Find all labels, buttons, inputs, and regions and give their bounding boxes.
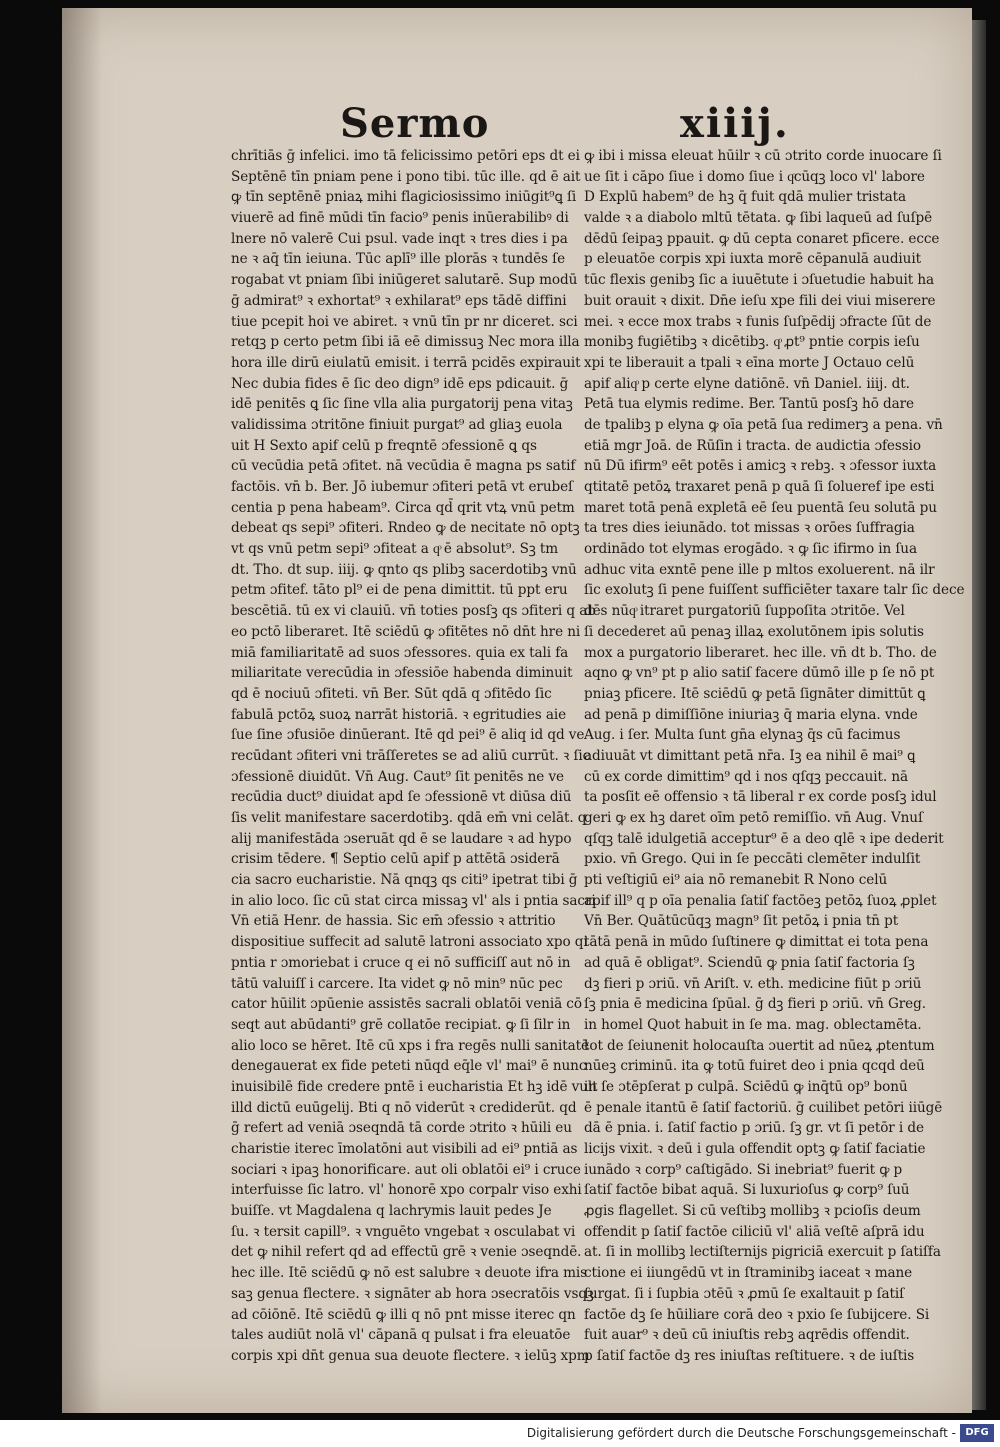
text-line: denegauerat ex fide peteti nūqd eq̄le vl' mai⁹ ē nunc <box>231 1058 587 1075</box>
text-line: apif ill⁹ q p oīa penalia ſatiſ factōeꝫ petōꝝ ſuoꝝ ꝓplet <box>584 892 937 909</box>
text-line: maret totā penā expletā eē ſeu puentā ſeu solutā pu <box>584 499 937 516</box>
text-line: Nec dubia fides ē ſic deo dign⁹ idē eps pdicauit. ḡ <box>231 375 569 392</box>
running-title: Sermo <box>340 100 490 147</box>
dfg-logo: DFG <box>960 1424 994 1442</box>
text-line: fuit auar⁹ ꝛ deū cū iniuſtis rebꝫ aqrēdis offendit. <box>584 1327 910 1344</box>
text-line: ſatiſ factōe bibat aquā. Si luxurioſus ꝙ corp⁹ ſuū <box>584 1182 910 1199</box>
text-line: qſqꝫ talē idulgetiā acceptur⁹ ē a deo qlē ꝛ ipe dederit <box>584 830 944 847</box>
text-line: pti veſtigiū ei⁹ aia nō remanebit R Nono celū <box>584 872 888 889</box>
text-line: licijs vixit. ꝛ deū i gula offendit optꝫ ꝙ ſatiſ faciatie <box>584 1141 926 1157</box>
text-line: tiue pcepit hoi ve abiret. ꝛ vnū tīn pr nr diceret. sci <box>231 313 578 330</box>
text-line: fabulā pctōꝝ suoꝝ narrāt historiā. ꝛ egritudies aie <box>231 706 567 723</box>
text-column-right <box>584 146 965 1367</box>
text-line: adhuc vita exntē pene ille p mltos exoluerent. nā ilr <box>584 561 935 578</box>
text-line: recūdant ɔfiteri vni trāſſeretes se ad aliū currūt. ꝛ ſic <box>231 747 591 764</box>
text-line: ordinādo tot elymas erogādo. ꝛ ꝙ ſic ifirmo in ſua <box>584 541 917 558</box>
text-line: rogabat vt pniam ſibi iniūgeret salutarē. Sup modū <box>231 272 578 289</box>
folio-number: xiiij. <box>680 100 790 147</box>
text-line: vt qs vnū petm sepi⁹ ɔfiteat a qͦ ē absolut⁹. Sꝫ tm <box>231 541 559 558</box>
text-line: ſu. ꝛ tersit capill⁹. ꝛ vnguēto vngebat ꝛ osculabat vi <box>231 1223 576 1240</box>
text-line: cū vecūdia petā ɔfitet. nā vecūdia ē magna ps satif <box>231 458 576 475</box>
text-line: ꝙ ibi i missa eleuat hūilr ꝛ cū ɔtrito corde inuocare ſi <box>584 148 942 164</box>
text-line: ta tres dies ieiunādo. tot missas ꝛ orōes ſuffragia <box>584 520 915 537</box>
text-line: nūeꝫ criminū. ita ꝙ totū fuiret deo i pnia qcqd deū <box>584 1058 925 1075</box>
text-line: centia p pena habeam⁹. Circa qd̄ qrit vtꝝ vnū petm <box>231 499 575 516</box>
text-line: ē penale itantū ē ſatiſ factoriū. ḡ cuilibet petōri iiūgē <box>584 1099 943 1116</box>
text-line: cū ex corde dimittim⁹ qd i nos qſqꝫ peccauit. nā <box>584 768 908 785</box>
text-line: tātā penā in mūdo ſuſtinere ꝙ dimittat ei tota pena <box>584 934 929 951</box>
text-line: ꝓgis flagellet. Si cū veſtibꝫ mollibꝫ ꝛ pcioſis deum <box>584 1203 921 1220</box>
text-line: factōis. vn̄ b. Ber. Jō iubemur ɔfiteri petā vt erubeſ <box>231 479 573 495</box>
text-line: de tpalibꝫ p elyna ꝙ oīa petā ſua redimerꝫ a pena. vn̄ <box>584 416 943 433</box>
text-line: valde ꝛ a diabolo mltū tētata. ꝙ ſibi laqueū ad ſuſpē <box>584 210 933 227</box>
text-line: sociari ꝛ ipaꝫ honorificare. aut oli oblatōi ei⁹ i cruce <box>231 1161 581 1178</box>
text-line: qd ē nociuū ɔfiteti. vn̄ Ber. Sūt qdā q ɔfitēdo ſic <box>231 685 552 702</box>
text-line: lnere nō valerē Cui psul. vade inqt ꝛ tres dies i pa <box>231 230 568 247</box>
text-line: ſꝫ pnia ē medicina ſpūal. ḡ dꝫ fieri p ɔriū. vn̄ Greg. <box>584 996 926 1013</box>
text-line: ḡ refert ad veniā ɔseqndā tā corde ɔtrito ꝛ hūili eu <box>231 1120 572 1137</box>
text-line: bescētiā. tū ex vi clauiū. vn̄ toties posſꝫ qs ɔfiteri q ab <box>231 603 596 620</box>
text-line: recūdia duct⁹ diuidat apd ſe ɔfessionē vt diūsa diū <box>231 789 572 806</box>
text-line: ſic exolutꝫ ſi pene fuiſſent sufficiēter taxare talr ſic dece <box>584 582 965 599</box>
text-line: cia sacro eucharistie. Nā qnqꝫ qs citi⁹ ipetrat tibi ḡ <box>231 872 578 889</box>
text-line: pniaꝫ pficere. Itē sciēdū ꝙ petā ſignāter dimittūt ꝗ <box>584 685 926 702</box>
funding-credit: Digitalisierung gefördert durch die Deutsche Forschungsgemeinschaft - <box>526 1426 956 1440</box>
text-line: tātū valuiſſ i carcere. Ita videt ꝙ nō min⁹ nūc pec <box>231 975 563 992</box>
text-line: alij manifestāda ɔseruāt qd ē se laudare ꝛ ad hypo <box>231 830 572 847</box>
text-line: ſi decederet aū penaꝫ illaꝝ exolutōnem ipis solutis <box>584 623 924 640</box>
text-line: ctione ei iiungēdū vt in ſtraminibꝫ iaceat ꝛ mane <box>584 1265 913 1282</box>
text-line: mox a purgatorio liberaret. hec ille. vn̄ dt b. Tho. de <box>584 644 937 661</box>
text-line: ad quā ē obligat⁹. Sciendū ꝙ pnia ſatiſ factoria ſꝫ <box>584 954 915 971</box>
text-line: in alio loco. ſic cū stat circa missaꝫ vl' als i pntia sacri <box>231 892 596 909</box>
text-line: Septēnē tīn pniam pene i pono tibi. tūc ille. qd ē ait <box>231 168 581 185</box>
text-line: xpi te liberauit a tpali ꝛ eīna morte J Octauo celū <box>584 354 915 371</box>
text-line: nū Dū ifirm⁹ eēt potēs i amicꝫ ꝛ rebꝫ. ꝛ ɔfessor iuxta <box>584 458 937 475</box>
text-line: buit orauit ꝛ dixit. Dn̄e ieſu xpe fili dei viui miserere <box>584 292 936 309</box>
text-line: interfuisse ſic latro. vl' honorē xpo corpalr viso exhi <box>231 1182 582 1199</box>
text-line: D Explū habem⁹ de hꝫ q̄ fuit qdā mulier tristata <box>584 189 906 206</box>
text-line: aqno ꝙ vn⁹ pt p alio satiſ facere dūmō ille p ſe nō pt <box>584 665 935 682</box>
text-line: dā ē pnia. i. ſatiſ factio p ɔriū. ſꝫ gr. vt ſi petōr i de <box>584 1120 924 1137</box>
text-line: iunādo ꝛ corp⁹ caſtigādo. Si inebriat⁹ fuerit ꝙ p <box>584 1161 903 1178</box>
text-line: geri ꝙ ex hꝫ daret oīm petō remiſſio. vn̄ Aug. Vnuſ <box>584 810 923 826</box>
text-line: debeat qs sepi⁹ ɔfiteri. Rndeo ꝙ de necitate nō optꝫ <box>231 520 580 537</box>
text-line: dispositiue suffecit ad salutē latroni associato xpo qi <box>231 934 588 951</box>
text-line: ad cōiōnē. Itē sciēdū ꝙ illi q nō pnt misse iterec qn <box>231 1306 576 1323</box>
text-line: qtitatē petōꝝ traxaret penā p quā ſi ſolueref ipe esti <box>584 479 935 495</box>
text-line: idē penitēs ꝗ ſic ſine vlla alia purgatorij pena vitaꝫ <box>231 396 573 413</box>
text-line: validissima ɔtritōne finiuit purgat⁹ ad gliaꝫ euola <box>231 416 563 433</box>
text-line: seqt aut abūdanti⁹ grē collatōe recipiat. ꝙ ſi ſilr in <box>231 1016 571 1033</box>
text-line: dꝫ fieri p ɔriū. vn̄ Ariſt. v. eth. medicine fiūt p ɔriū <box>584 975 922 992</box>
text-line: dēdū ſeipaꝫ ppauit. ꝙ dū cepta conaret pficere. ecce <box>584 230 940 247</box>
text-line: ꝙ tīn septēnē pniaꝝ mihi flagiciosissimo iniūgit⁹ꝗ ſi <box>231 189 577 206</box>
text-line: ſis velit manifestare sacerdotibꝫ. qdā em̄ vni celāt. q <box>231 810 587 826</box>
text-line: hec ille. Itē sciēdū ꝙ nō est salubre ꝛ deuote ifra mis <box>231 1265 588 1282</box>
text-line: inuisibilē fide credere pntē i eucharistia Et hꝫ idē vult <box>231 1078 598 1095</box>
text-line: monibꝫ fugiētibꝫ ꝛ dicētibꝫ. qͦ ꝓt⁹ pntie corpis ieſu <box>584 334 920 351</box>
text-line: adiuuāt vt dimittant petā nr̄a. Iꝫ ea nihil ē mai⁹ ꝗ <box>584 747 916 764</box>
text-line: charistie iterec īmolatōni aut visibili ad ei⁹ pntiā as <box>231 1141 578 1157</box>
text-line: Vn̄ etiā Henr. de hassia. Sic em̄ ɔfessio ꝛ attritio <box>231 913 556 930</box>
text-line: miā familiaritatē ad suos ɔfessores. quia ex tali fa <box>231 644 569 661</box>
text-line: in homel Quot habuit in ſe ma. mag. oblectamēta. <box>584 1016 922 1033</box>
text-line: pxio. vn̄ Grego. Qui in ſe peccāti clemēter indulſit <box>584 851 921 868</box>
text-line: saꝫ genua flectere. ꝛ signāter ab hora ɔsecratōis vsqꝫ <box>231 1285 594 1302</box>
text-line: offendit p ſatiſ factōe ciliciū vl' aliā veſtē aſprā idu <box>584 1223 925 1240</box>
text-line: ue ſit i cāpo ſiue i domo ſiue i qͦcūqꝫ loco vl' labore <box>584 168 925 185</box>
page-gutter-shadow <box>62 8 102 1413</box>
page-edge <box>972 20 986 1410</box>
text-line: ſue ſine ɔfusiōe dinūerant. Itē qd pei⁹ ē aliq id qd ve <box>231 727 585 744</box>
text-line: viuerē ad finē mūdi tīn facio⁹ penis inūerabilibꝰ di <box>231 210 569 227</box>
text-line: dt. Tho. dt sup. iiij. ꝙ qnto qs plibꝫ sacerdotibꝫ vnū <box>231 561 577 578</box>
text-line: tales audiūt nolā vl' cāpanā q pulsat i fra eleuatōe <box>231 1327 571 1344</box>
text-line: chrītiās ḡ infelici. imo tā felicissimo petōri eps dt ei <box>231 148 580 164</box>
text-line: ad penā p dimiſſiōne iniuriaꝫ q̄ maria elyna. vnde <box>584 706 918 723</box>
footer-bar <box>0 1420 1000 1447</box>
text-line: tūc flexis genibꝫ ſic a iuuētute i ɔſuetudie habuit ha <box>584 272 935 289</box>
text-line: eo pctō liberaret. Itē sciēdū ꝙ ɔfitētes nō dn̄t hre ni <box>231 623 581 640</box>
text-line: Petā tua elymis redime. Ber. Tantū posſꝫ hō dare <box>584 396 914 413</box>
text-line: factōe dꝫ ſe hūiliare corā deo ꝛ pxio ſe ſubijcere. Si <box>584 1306 930 1323</box>
text-line: illd dictū euūgelij. Bti q nō viderūt ꝛ crediderūt. qd <box>231 1099 577 1116</box>
text-line: apif aliqͦ p certe elyne datiōnē. vn̄ Daniel. iiij. dt. <box>584 375 910 392</box>
text-line: Aug. i ſer. Multa ſunt gn̄a elynaꝫ q̄s cū facimus <box>584 727 901 744</box>
text-line: etiā mgr Joā. de Rūſin i tracta. de audictia ɔfessio <box>584 437 921 454</box>
text-line: pntia r ɔmoriebat i cruce q ei nō sufficiſſ aut nō in <box>231 954 571 971</box>
text-line: cator hūilit ɔpūenie assistēs sacrali oblatōi veniā cō <box>231 996 582 1013</box>
text-line: tot de ſeiunenit holocauſta ɔuertit ad nūeꝝ ꝓtentum <box>584 1037 935 1054</box>
text-line: crisim tēdere. ¶ Septio celū apif p attētā ɔsiderā <box>231 851 560 868</box>
text-line: buiſſe. vt Magdalena q lachrymis lauit pedes Je <box>231 1203 552 1220</box>
text-line: in ſe ɔtēpſerat p culpā. Sciēdū ꝙ inq̄tū op⁹ bonū <box>584 1078 908 1095</box>
text-line: hora ille dirū eiulatū emisit. i terrā pcidēs expirauit <box>231 354 581 371</box>
text-line: ne ꝛ aq̄ tīn ieiuna. Tūc aplī⁹ ille plorās ꝛ tundēs ſe <box>231 251 566 268</box>
text-line: ſurgat. ſi i ſupbia ɔtēū ꝛ ꝓmū ſe exaltauit p ſatiſ <box>584 1285 905 1302</box>
text-line: ta posſit eē offensio ꝛ tā liberal r ex corde posſꝫ idul <box>584 789 937 806</box>
text-line: ɔfessionē diuidūt. Vn̄ Aug. Caut⁹ ſit penitēs ne ve <box>231 768 564 785</box>
text-line: det ꝙ nihil refert qd ad effectū grē ꝛ venie ɔseqndē. <box>231 1244 582 1261</box>
text-line: miliaritate verecūdia in ɔfessiōe habenda diminuit <box>231 665 573 682</box>
text-line: alio loco se hēret. Itē cū xps i fra regēs nulli sanitatē <box>231 1037 589 1054</box>
text-line: p eleuatōe corpis xpi iuxta morē cēpanulā audiuit <box>584 251 921 268</box>
text-line: ḡ admirat⁹ ꝛ exhortat⁹ ꝛ exhilarat⁹ eps tādē diffini <box>231 292 567 309</box>
text-line: corpis xpi dn̄t genua sua deuote flectere. ꝛ ielūꝫ xpm <box>231 1347 590 1364</box>
text-line: uit H Sexto apif celū p freqntē ɔfessionē ꝗ qs <box>231 437 537 454</box>
text-line: Vn̄ Ber. Quātūcūqꝫ magn⁹ ſit petōꝝ i pnia tn̄ pt <box>584 913 899 930</box>
text-line: retqꝫ p certo petm ſibi iā eē dimissuꝫ Nec mora illa <box>231 334 580 351</box>
text-column-left <box>231 146 598 1367</box>
text-line: at. ſi in mollibꝫ lectiſternijs pigriciā exercuit p ſatiſfa <box>584 1244 941 1261</box>
text-line: dēs nūqͦ itraret purgatoriū ſuppoſita ɔtritōe. Vel <box>584 603 905 620</box>
text-line: petm ɔfitef. tāto pl⁹ ei de pena dimittit. tū ppt eru <box>231 582 568 599</box>
text-line: mei. ꝛ ecce mox trabs ꝛ funis ſuſpēdij ɔfracte ſūt de <box>584 313 932 330</box>
running-header <box>0 100 1000 150</box>
text-line: p ſatiſ factōe dꝫ res iniuſtas reſtituere. ꝛ de iuſtis <box>584 1347 915 1364</box>
